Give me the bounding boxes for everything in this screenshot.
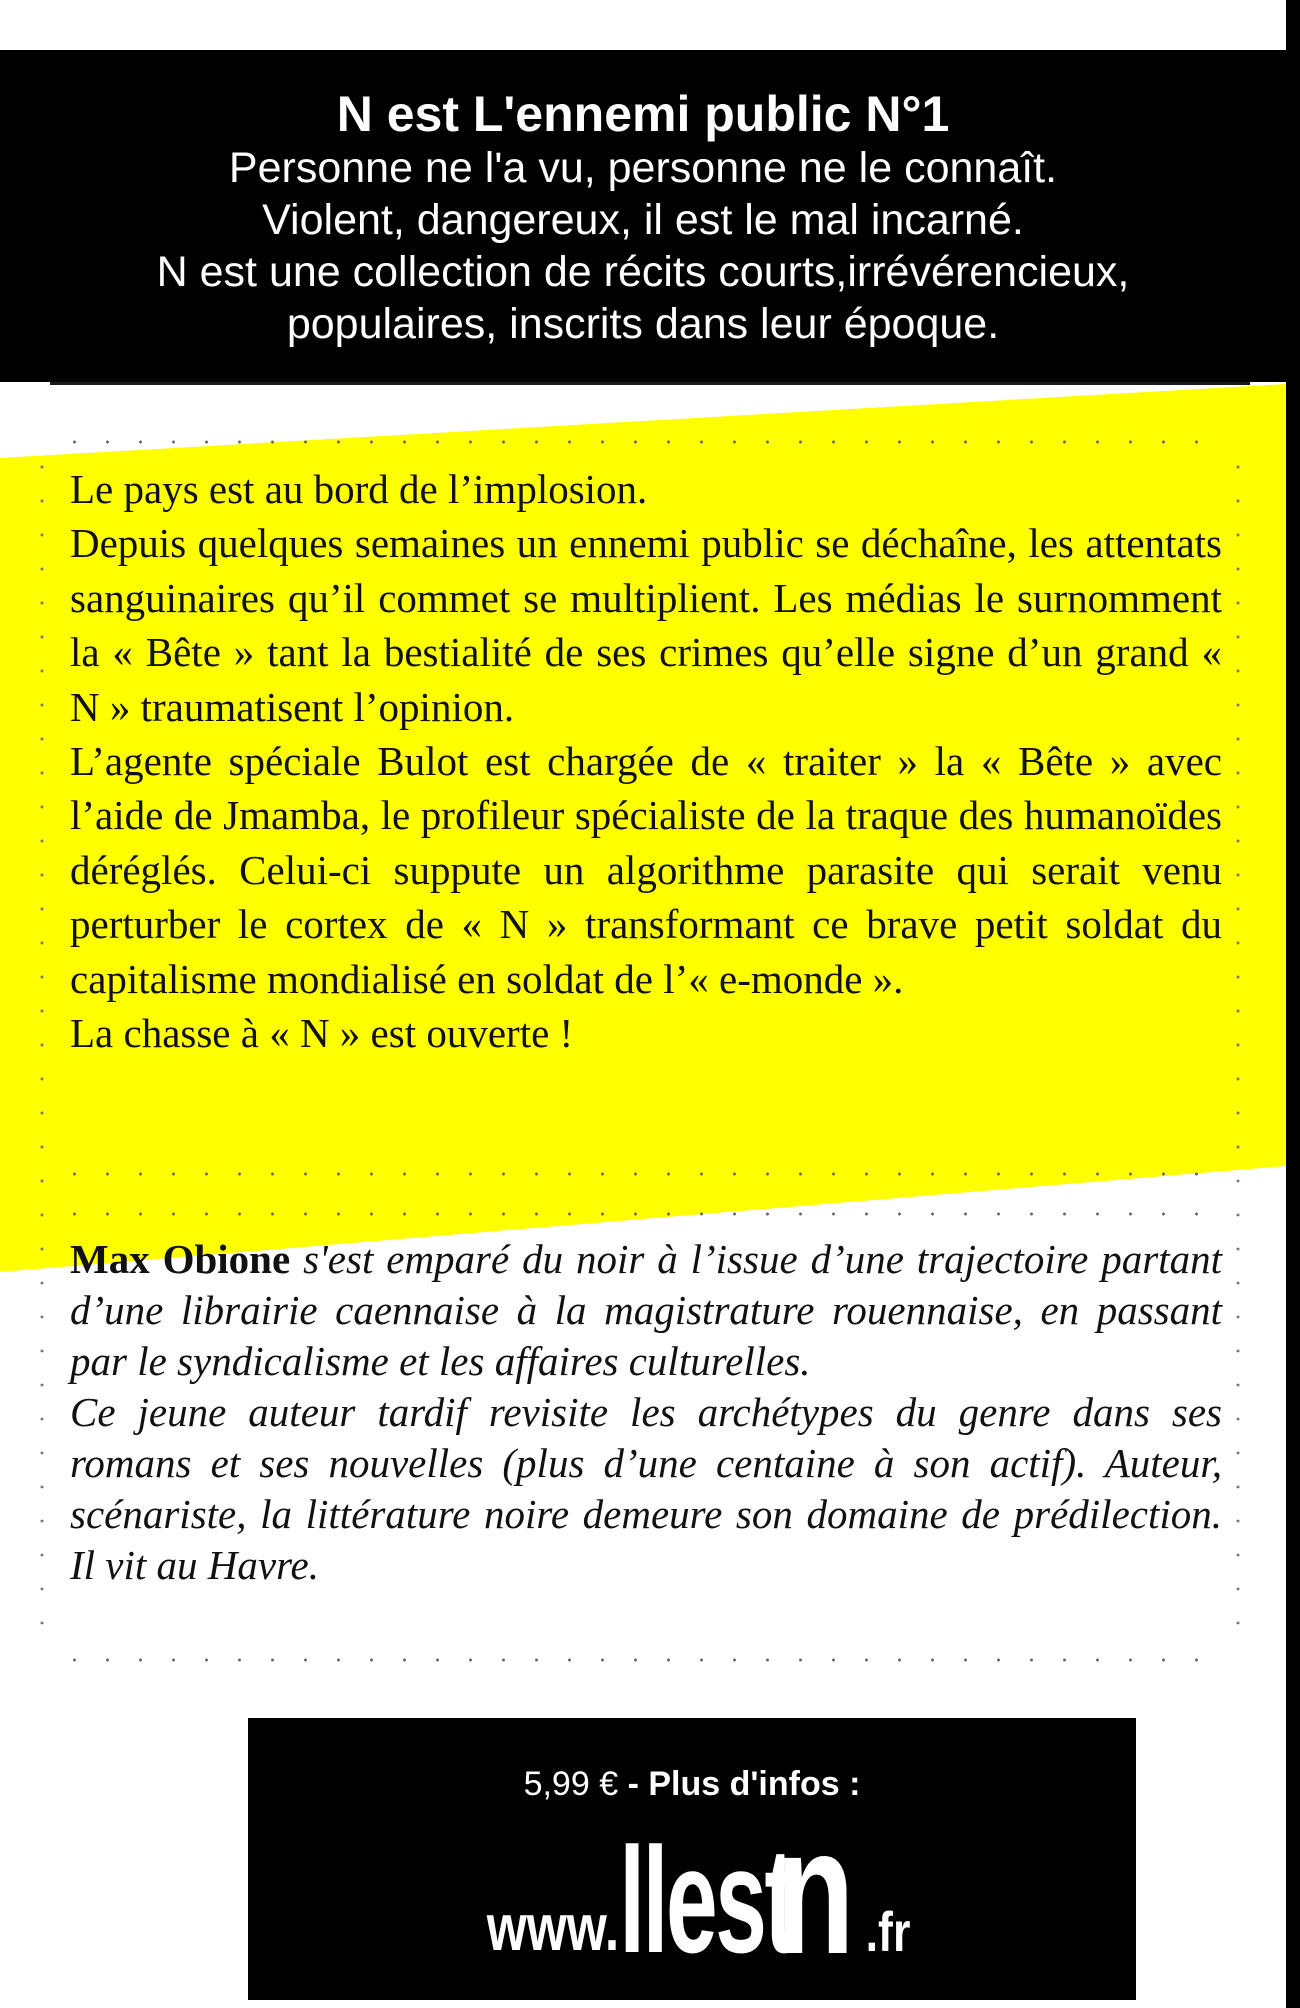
more-info-label: - Plus d'infos : — [627, 1765, 861, 1803]
dotted-rule — [58, 1658, 1228, 1662]
bio-paragraph — [70, 1234, 1222, 1387]
synopsis-paragraph: Depuis quelques semaines un ennemi public se déchaîne, les attentats sanguinaires qu’il commet se multiplient. Les médias le surnomment la « Bête » tant la bestialité de ses crimes qu’elle signe d’un grand « N » traumatisent l’opinion. — [70, 520, 1222, 730]
header-tagline-1: Personne ne l'a vu, personne ne le connaît. — [228, 144, 1058, 192]
header-tagline-3: N est une collection de récits courts,irrévérencieux, — [156, 248, 1130, 296]
url-n: n — [775, 1791, 855, 1992]
dotted-margin-right — [1236, 450, 1240, 1650]
url-prefix: www. — [486, 1890, 620, 1964]
header-tagline-2: Violent, dangereux, il est le mal incarné. — [262, 196, 1024, 244]
website-url[interactable] — [248, 1791, 1136, 1992]
author-name: Max Obione — [70, 1236, 291, 1282]
price-line — [248, 1764, 1136, 1804]
header-title: N est L'ennemi public N°1 — [336, 86, 950, 142]
synopsis-paragraph: Le pays est au bord de l’implosion. — [70, 466, 648, 512]
synopsis-text — [70, 462, 1222, 1060]
right-edge-strip — [1286, 0, 1300, 2008]
price: 5,99 € — [523, 1765, 628, 1803]
dotted-margin-left — [40, 450, 44, 1650]
dotted-rule — [58, 1212, 1228, 1216]
synopsis-paragraph: L’agente spéciale Bulot est chargée de « traiter » la « Bête » avec l’aide de Jmamba, le profileur spécialiste de la traque des humanoïdes déréglés. Celui-ci suppute un algorithme parasite qui serait venu perturber le cortex de « N » transformant ce brave petit soldat du capitalisme mondialisé en soldat de l’« e-monde ». — [70, 738, 1222, 1002]
url-main: llest — [619, 1816, 793, 1984]
bio-intro: s'est emparé du noir à l’issue d’une trajectoire partant d’une librairie caennaise à la magistrature rouennaise, en passant par le syndicalisme et les affaires culturelles. — [70, 1236, 1222, 1384]
header-tagline-4: populaires, inscrits dans leur époque. — [286, 300, 1000, 348]
bio-paragraph: Ce jeune auteur tardif revisite les archétypes du genre dans ses romans et ses nouvelles (plus d’une centaine à son actif). Auteur, scénariste, la littérature noire demeure son domaine de prédilection. Il vit au Havre. — [70, 1389, 1222, 1588]
synopsis-paragraph: La chasse à « N » est ouverte ! — [70, 1010, 574, 1057]
header-banner — [0, 50, 1286, 382]
url-suffix: .fr — [865, 1900, 911, 1963]
dotted-rule — [58, 1172, 1228, 1176]
header-underline — [50, 382, 1250, 385]
author-bio — [70, 1234, 1222, 1591]
dotted-rule — [58, 440, 1228, 444]
footer-box — [248, 1718, 1136, 2000]
